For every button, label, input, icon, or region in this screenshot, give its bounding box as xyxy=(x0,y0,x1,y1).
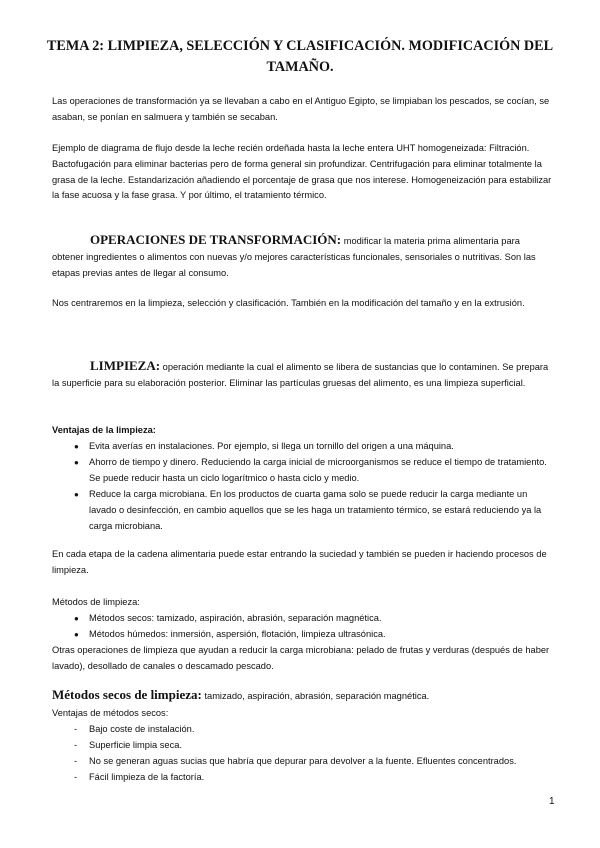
secos-item-2: Superficie limpia seca. xyxy=(89,740,183,750)
centraremos-paragraph: Nos centraremos en la limpieza, selección y clasificación. También en la modificación del tamaño y en la extrusión. xyxy=(52,298,525,308)
metodo-item-1: Métodos secos: tamizado, aspiración, abrasión, separación magnética. xyxy=(89,613,382,623)
otras-paragraph: Otras operaciones de limpieza que ayudan a reducir la carga microbiana: pelado de frutas y verduras (después de haber lavado), desollado de canales o descamado pescado. xyxy=(52,645,550,671)
secos-heading: Métodos secos de limpieza: xyxy=(52,687,202,702)
bullet-icon: ● xyxy=(74,458,79,467)
secos-paragraph xyxy=(52,687,552,705)
limpieza-paragraph xyxy=(52,358,552,392)
bullet-icon: ● xyxy=(74,442,79,451)
dash-icon: - xyxy=(74,772,78,782)
intro-paragraph: Las operaciones de transformación ya se llevaban a cabo en el Antiguo Egipto, se limpiaban los pescados, se cocían, se asaban, se ponían en salmuera y también se secaban. xyxy=(52,96,550,122)
secos-ventajas-heading: Ventajas de métodos secos: xyxy=(52,708,169,718)
bullet-icon: ● xyxy=(74,614,79,623)
dash-icon: - xyxy=(74,740,78,750)
metodo-item-2: Métodos húmedos: inmersión, aspersión, flotación, limpieza ultrasónica. xyxy=(89,629,386,639)
bullet-icon: ● xyxy=(74,490,79,499)
secos-text: tamizado, aspiración, abrasión, separación magnética. xyxy=(204,691,430,701)
secos-item-4: Fácil limpieza de la factoría. xyxy=(89,772,205,782)
document-title: TEMA 2: LIMPIEZA, SELECCIÓN Y CLASIFICACIÓN. MODIFICACIÓN DEL TAMAÑO. xyxy=(46,38,554,75)
page-number: 1 xyxy=(549,796,555,807)
limpieza-text: operación mediante la cual el alimento se libera de sustancias que lo contaminen. Se prepara la superficie para su elaboración posterior. Eliminar las partículas gruesas del alimento, es una limpieza superficial. xyxy=(52,362,549,388)
ventaja-item-1: Evita averías en instalaciones. Por ejemplo, si llega un tornillo del origen a una máquina. xyxy=(89,441,454,451)
limpieza-heading: LIMPIEZA: xyxy=(90,358,161,373)
etapa-paragraph: En cada etapa de la cadena alimentaria puede estar entrando la suciedad y también se pueden ir haciendo procesos de limpieza. xyxy=(52,549,547,575)
secos-item-3: No se generan aguas sucias que habría que depurar para devolver a la fuente. Efluentes concentrados. xyxy=(89,756,517,766)
bullet-icon: ● xyxy=(74,630,79,639)
ventajas-heading: Ventajas de la limpieza: xyxy=(52,425,156,435)
operaciones-text: modificar la materia prima alimentaria para obtener ingredientes o alimentos con nuevas y/o mejores características funcionales, sensoriales o nutritivas. Son las etapas previas antes de llegar al consumo. xyxy=(52,236,536,278)
operaciones-heading: OPERACIONES DE TRANSFORMACIÓN: xyxy=(90,232,342,247)
dash-icon: - xyxy=(74,756,78,766)
ventaja-item-2: Ahorro de tiempo y dinero. Reduciendo la carga inicial de microorganismos se reduce el tiempo de tratamiento. Se puede reducir hasta un ciclo logarítmico o hasta ciclo y medio. xyxy=(89,457,547,483)
secos-item-1: Bajo coste de instalación. xyxy=(89,724,195,734)
ventaja-item-3: Reduce la carga microbiana. En los productos de cuarta gama solo se puede reducir la carga mediante un lavado o desinfección, en cambio aquellos que se les haga un tratamiento térmico, se estará reduciendo ya la carga microbiana. xyxy=(89,489,542,531)
metodos-heading: Métodos de limpieza: xyxy=(52,597,140,607)
dash-icon: - xyxy=(74,724,78,734)
operaciones-paragraph xyxy=(52,232,552,281)
ejemplo-paragraph: Ejemplo de diagrama de flujo desde la leche recién ordeñada hasta la leche entera UHT homogeneizada: Filtración. Bactofugación para eliminar bacterias pero de forma general sin profundizar. Centrifugación para eliminar totalmente la grasa de la leche. Estandarización añadiendo el porcentaje de grasa que nos interese. Homogeneización para estabilizar la fase acuosa y la fase grasa. Y por último, el tratamiento térmico. xyxy=(52,143,552,201)
